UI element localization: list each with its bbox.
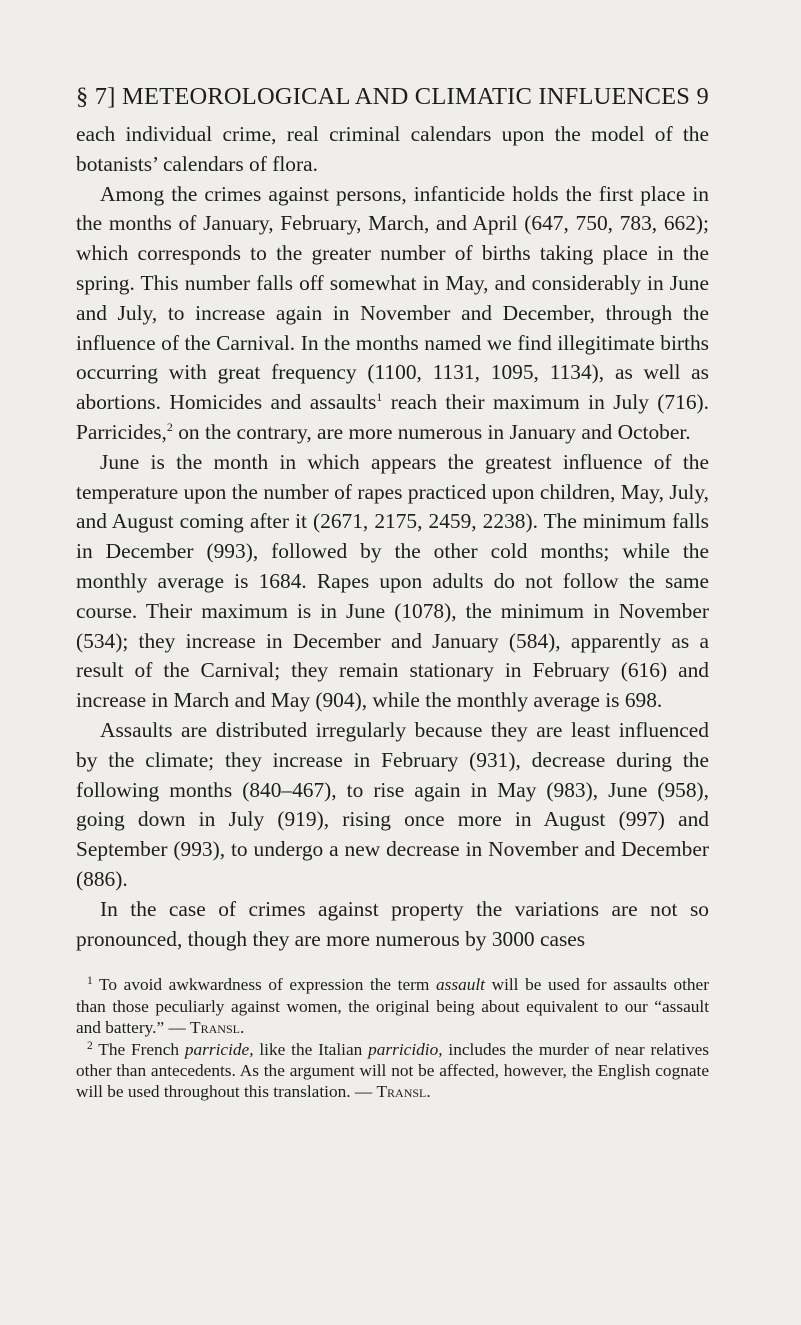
body-text	[76, 120, 709, 954]
footnote: $^2$ The French parricide, like the Italian parricidio, includes the murder of near relatives other than antecedents. As the argument will not be affected, however, the English cognate will be used throughout this translation. — Transl.	[76, 1039, 709, 1102]
footnote: $^1$ To avoid awkwardness of expression the term assault will be used for assaults other than those peculiarly against women, the original being about equivalent to our “assault and battery.” — Transl.	[76, 975, 709, 1038]
paragraph: Assaults are distributed irregularly because they are least influenced by the climate; they increase in February (931), decrease during the following months (840–467), to rise again in May (983), June (958), going down in July (919), rising once more in August (997) and September (993), to undergo a new decrease in November and December (886).	[76, 717, 709, 891]
footnote-ref: 1	[376, 390, 383, 405]
footnotes	[76, 974, 709, 1102]
footnote-ref: 2	[166, 419, 173, 434]
paragraph: In the case of crimes against property the variations are not so pronounced, though they are more numerous by 3000 cases	[76, 896, 709, 951]
paragraph: Among the crimes against persons, infanticide holds the first place in the months of January, February, March, and April (647, 750, 783, 662); which corresponds to the greater number of births taking place in the spring. This number falls off somewhat in May, and considerably in June and July, to increase again in November and December, through the influence of the Carnival. In the months named we find illegitimate births occurring with great frequency (1100, 1131, 1095, 1134), as well as abortions. Homicides and assaults$^1$ reach their maximum in July (716). Parricides,$^2$ on the contrary, are more numerous in January and October.	[76, 181, 709, 444]
page-number: 9	[696, 83, 709, 110]
page	[76, 80, 709, 1103]
paragraph: each individual crime, real criminal calendars upon the model of the botanists’ calendars of flora.	[76, 122, 709, 176]
section-mark: § 7]	[76, 83, 116, 110]
paragraph: June is the month in which appears the greatest influence of the temperature upon the number of rapes practiced upon children, May, July, and August coming after it (2671, 2175, 2459, 2238). The minimum falls in December (993), followed by the other cold months; while the monthly average is 1684. Rapes upon adults do not follow the same course. Their maximum is in June (1078), the minimum in November (534); they increase in December and January (584), apparently as a result of the Carnival; they remain stationary in February (616) and increase in March and May (904), while the monthly average is 698.	[76, 449, 709, 713]
running-title: METEOROLOGICAL AND CLIMATIC INFLUENCES	[122, 83, 691, 110]
running-header	[76, 80, 709, 114]
